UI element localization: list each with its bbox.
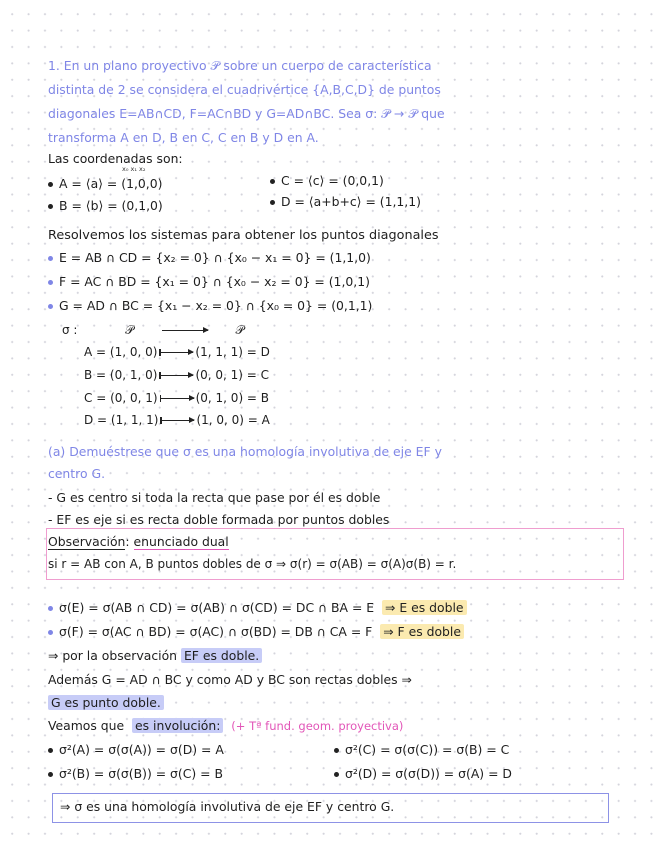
conclusion-text: ⇒ σ es una homología involutiva de eje EF y centro G. xyxy=(60,799,395,814)
diagonal-g: G = AD ∩ BC = {x₁ − x₂ = 0} ∩ {x₀ = 0} = (0,1,1) xyxy=(48,298,372,314)
involution-a: σ²(A) = σ(σ(A)) = σ(D) = A xyxy=(48,742,224,758)
involution-c: σ²(C) = σ(σ(C)) = σ(B) = C xyxy=(334,742,509,758)
sigma-f-line: σ(F) = σ(AC ∩ BD) = σ(AC) ∩ σ(BD) = DB ∩ CA = F ⇒ F es doble xyxy=(48,624,464,640)
coord-a: A = ⟨a⟩ = (1,0,0) xyxy=(48,176,162,192)
mapping-row: C = (0, 0, 1) (0, 1, 0) = B xyxy=(84,391,270,405)
mapping-row: D = (1, 1, 1) (1, 0, 0) = A xyxy=(84,413,270,427)
involution-d: σ²(D) = σ(σ(D)) = σ(A) = D xyxy=(334,766,512,782)
problem-line-1: 1. En un plano proyectivo 𝒫 sobre un cuerpo de característica xyxy=(48,58,432,73)
problem-line-2: distinta de 2 se considera el cuadrivértice {A,B,C,D} de puntos xyxy=(48,82,441,97)
mapping-row: B = (0, 1, 0) (0, 0, 1) = C xyxy=(84,368,270,382)
involution-heading: Veamos que es involución: (+ Tª fund. geom. proyectiva) xyxy=(48,718,404,733)
coord-index-labels: x₀ x₁ x₂ xyxy=(122,165,146,173)
mapping-row: A = (1, 0, 0) (1, 1, 1) = D xyxy=(84,345,270,359)
observation-text: si r = AB con A, B puntos dobles de σ ⇒ σ(r) = σ(AB) = σ(A)σ(B) = r. xyxy=(48,557,457,571)
coord-b: B = ⟨b⟩ = (0,1,0) xyxy=(48,198,163,214)
diagonal-f: F = AC ∩ BD = {x₁ = 0} ∩ {x₀ − x₂ = 0} = (1,0,1) xyxy=(48,274,370,290)
g-doble-line: G es punto doble. xyxy=(48,695,164,711)
part-a-line-2: centro G. xyxy=(48,466,106,481)
observation-conclusion: ⇒ por la observación EF es doble. xyxy=(48,648,262,664)
coords-heading: Las coordenadas son: xyxy=(48,151,183,166)
coord-d: D = ⟨a+b+c⟩ = (1,1,1) xyxy=(270,194,421,210)
involution-b: σ²(B) = σ(σ(B)) = σ(C) = B xyxy=(48,766,223,782)
part-a-line-1: (a) Demuéstrese que σ es una homología involutiva de eje EF y xyxy=(48,444,442,459)
problem-line-4: transforma A en D, B en C, C en B y D en A. xyxy=(48,130,319,145)
mapping-header: σ : 𝒫 𝒫 xyxy=(62,323,245,337)
diagonals-heading: Resolvemos los sistemas para obtener los puntos diagonales xyxy=(48,228,439,243)
diagonal-e: E = AB ∩ CD = {x₂ = 0} ∩ {x₀ − x₁ = 0} = (1,1,0) xyxy=(48,250,371,266)
ademas-line: Además G = AD ∩ BC y como AD y BC son rectas dobles ⇒ xyxy=(48,672,412,687)
sigma-e-line: σ(E) = σ(AB ∩ CD) = σ(AB) ∩ σ(CD) = DC ∩ BA = E ⇒ E es doble xyxy=(48,600,467,616)
problem-line-3: diagonales E=AB∩CD, F=AC∩BD y G=AD∩BC. Sea σ: 𝒫 → 𝒫 que xyxy=(48,106,445,121)
definition-axis: - EF es eje si es recta doble formada por puntos dobles xyxy=(48,512,390,527)
observation-title: Observación: enunciado dual xyxy=(48,534,229,549)
coord-c: C = ⟨c⟩ = (0,0,1) xyxy=(270,173,384,189)
definition-center: - G es centro si toda la recta que pase por él es doble xyxy=(48,490,381,505)
